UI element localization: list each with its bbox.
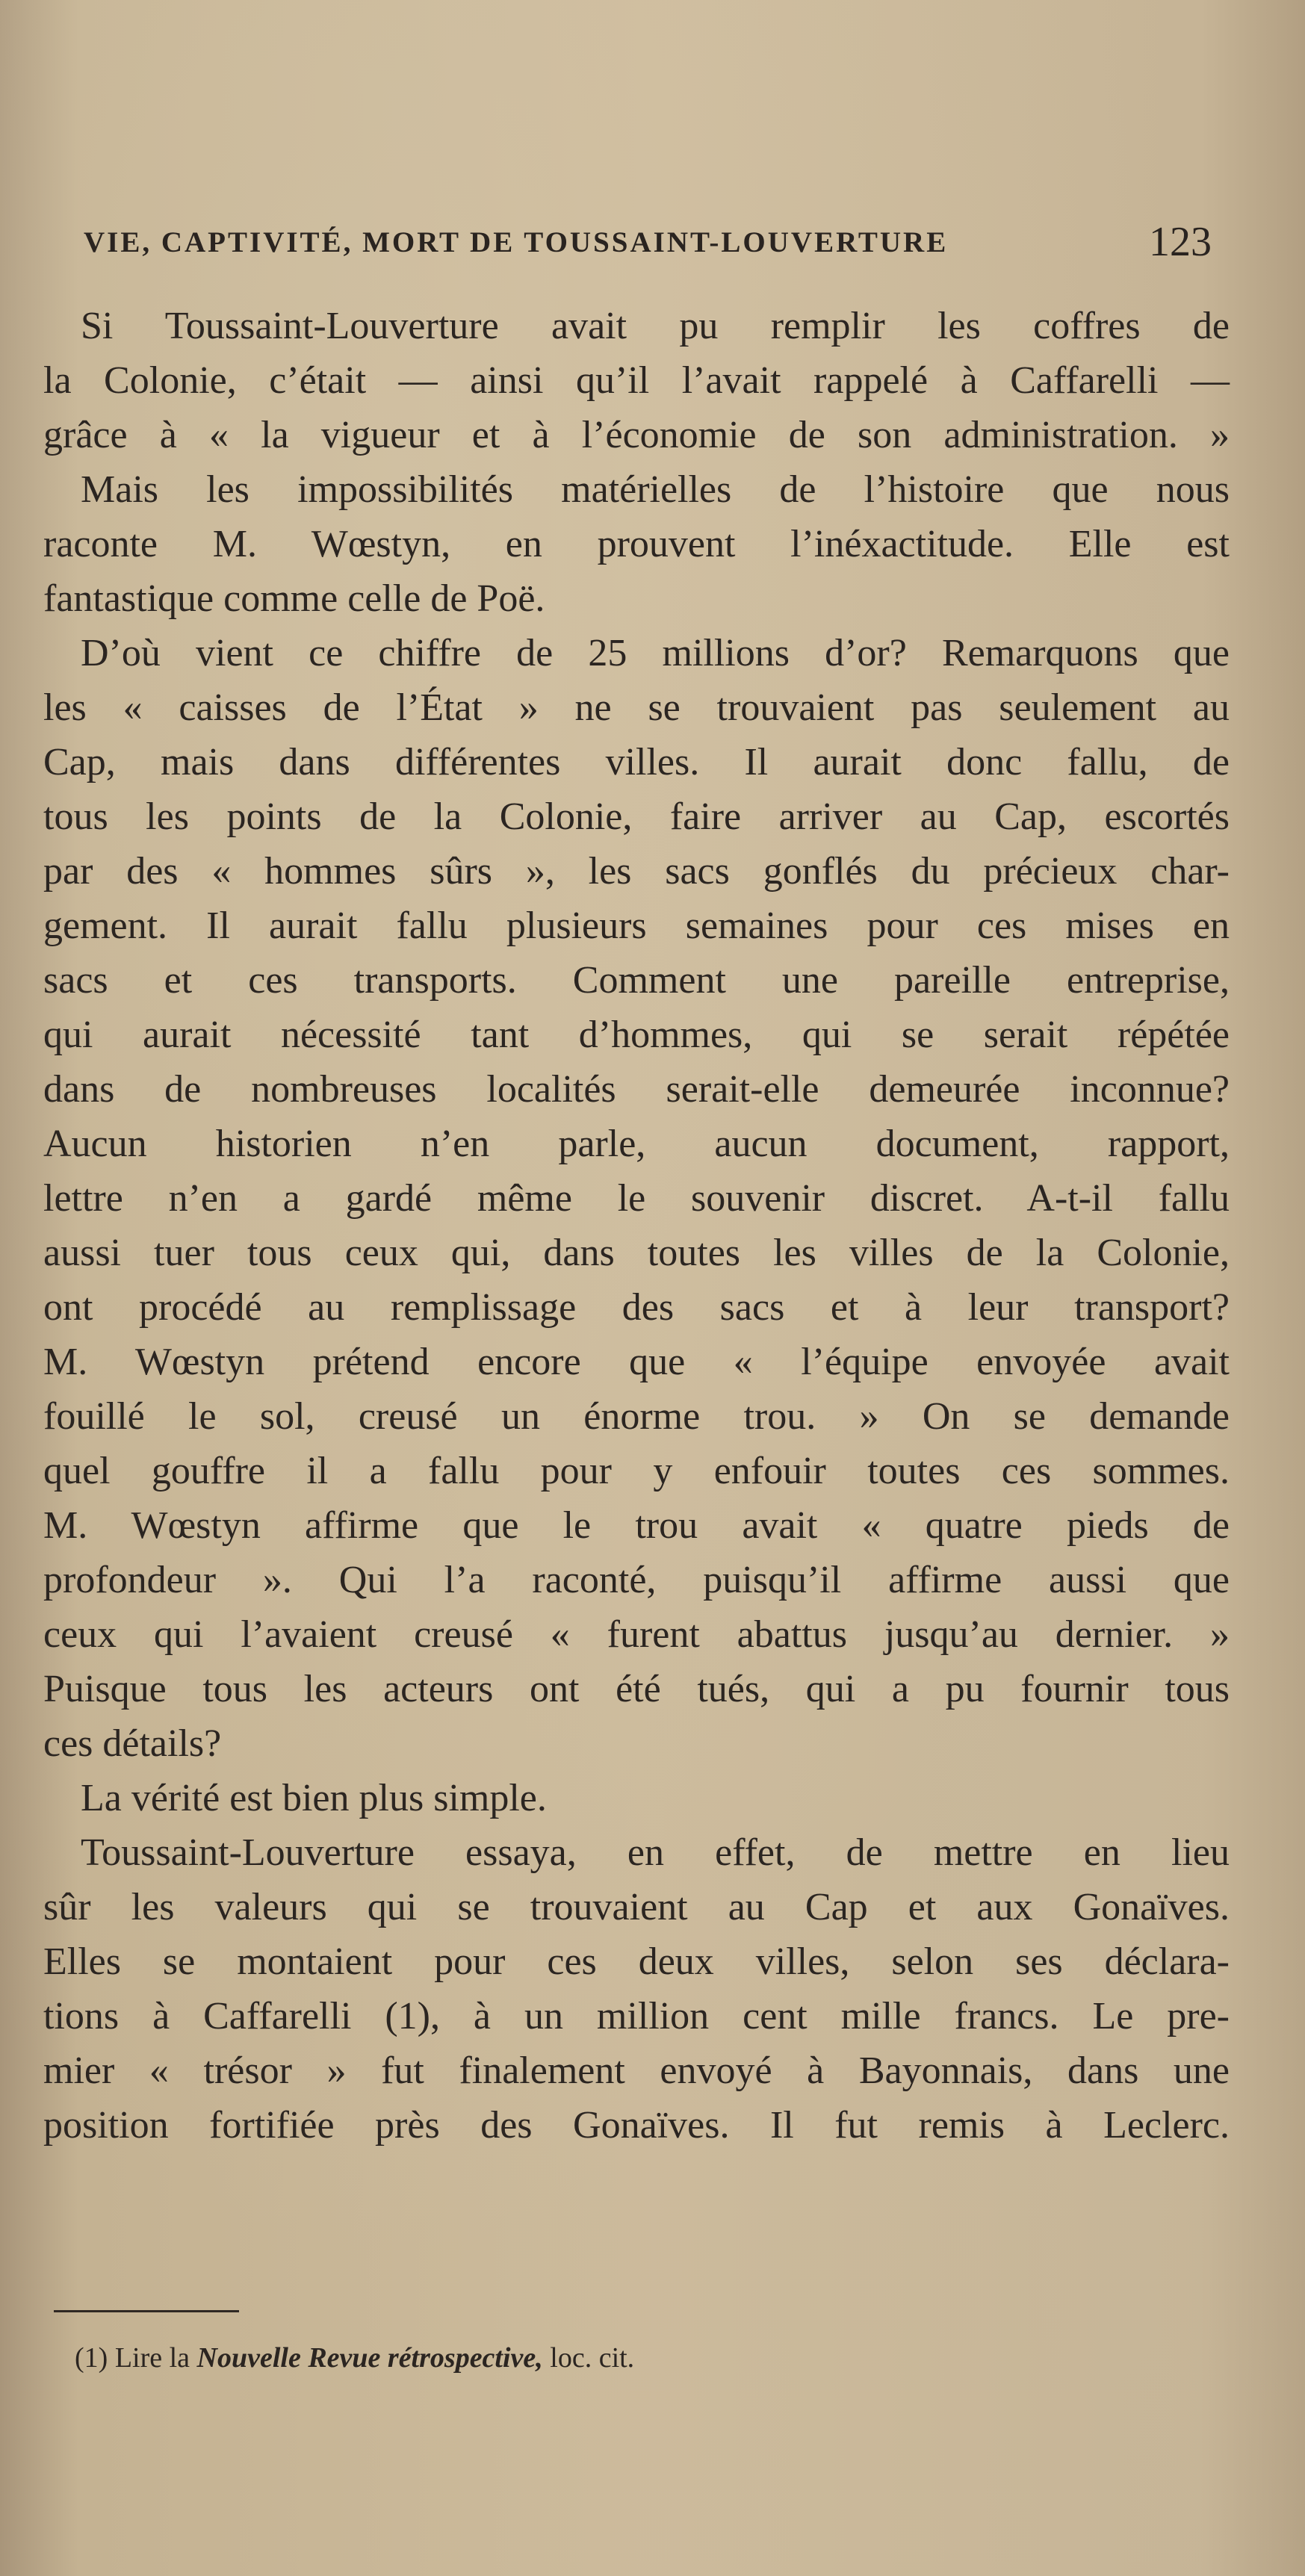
footnote-prefix: Lire la	[114, 2342, 190, 2374]
running-head: VIE, CAPTIVITÉ, MORT DE TOUSSAINT-LOUVERTURE	[84, 226, 949, 258]
text-line: profondeur ». Qui l’a raconté, puisqu’il affirme aussi que	[43, 1559, 1230, 1601]
text-line: position fortifiée près des Gonaïves. Il fut remis à Leclerc.	[43, 2104, 1230, 2147]
page-header	[84, 218, 1212, 270]
text-line: dans de nombreuses localités serait-elle demeurée inconnue?	[43, 1068, 1230, 1111]
text-line: aussi tuer tous ceux qui, dans toutes les villes de la Colonie,	[43, 1232, 1230, 1274]
page-number: 123	[1149, 219, 1212, 265]
text-line: Aucun historien n’en parle, aucun document, rapport,	[43, 1123, 1230, 1165]
footnote-marker: (1)	[75, 2342, 108, 2374]
text-line: qui aurait nécessité tant d’hommes, qui se serait répétée	[43, 1014, 1230, 1056]
text-line: les « caisses de l’État » ne se trouvaient pas seulement au	[43, 686, 1230, 729]
text-line: ces détails?	[43, 1722, 222, 1765]
text-line: Si Toussaint-Louverture avait pu remplir les coffres de	[81, 305, 1230, 347]
text-line: Cap, mais dans différentes villes. Il aurait donc fallu, de	[43, 741, 1230, 783]
text-line: tions à Caffarelli (1), à un million cent mille francs. Le pre-	[43, 1995, 1230, 2037]
text-line: Toussaint-Louverture essaya, en effet, de mettre en lieu	[81, 1831, 1230, 1874]
text-line: raconte M. Wœstyn, en prouvent l’inéxactitude. Elle est	[43, 523, 1230, 565]
text-line: sûr les valeurs qui se trouvaient au Cap et aux Gonaïves.	[43, 1886, 1230, 1928]
text-line: M. Wœstyn prétend encore que « l’équipe envoyée avait	[43, 1341, 1230, 1383]
text-line: Elles se montaient pour ces deux villes, selon ses déclara-	[43, 1940, 1230, 1983]
text-line: par des « hommes sûrs », les sacs gonflés du précieux char-	[43, 850, 1230, 893]
text-line: mier « trésor » fut finalement envoyé à Bayonnais, dans une	[43, 2049, 1230, 2092]
footnote-rule	[54, 2310, 239, 2312]
text-line: La vérité est bien plus simple.	[81, 1777, 547, 1819]
footnote	[75, 2341, 634, 2374]
footnote-suffix: loc. cit.	[550, 2342, 635, 2374]
text-line: tous les points de la Colonie, faire arriver au Cap, escortés	[43, 795, 1230, 838]
text-line: fouillé le sol, creusé un énorme trou. » On se demande	[43, 1395, 1230, 1438]
text-line: grâce à « la vigueur et à l’économie de son administration. »	[43, 414, 1230, 456]
text-line: Puisque tous les acteurs ont été tués, qui a pu fournir tous	[43, 1668, 1230, 1710]
text-line: gement. Il aurait fallu plusieurs semaines pour ces mises en	[43, 904, 1230, 947]
text-line: D’où vient ce chiffre de 25 millions d’or? Remarquons que	[81, 632, 1230, 674]
text-line: fantastique comme celle de Poë.	[43, 577, 545, 620]
text-line: ont procédé au remplissage des sacs et à leur transport?	[43, 1286, 1230, 1329]
text-line: Mais les impossibilités matérielles de l’histoire que nous	[81, 468, 1230, 511]
body-text	[43, 299, 1230, 2153]
text-line: sacs et ces transports. Comment une pareille entreprise,	[43, 959, 1230, 1002]
text-line: quel gouffre il a fallu pour y enfouir toutes ces sommes.	[43, 1450, 1230, 1492]
text-line: ceux qui l’avaient creusé « furent abattus jusqu’au dernier. »	[43, 1613, 1230, 1656]
text-line: M. Wœstyn affirme que le trou avait « quatre pieds de	[43, 1504, 1230, 1547]
text-line: lettre n’en a gardé même le souvenir discret. A-t-il fallu	[43, 1177, 1230, 1220]
text-line: la Colonie, c’était — ainsi qu’il l’avait rappelé à Caffarelli —	[43, 359, 1230, 402]
footnote-source-title: Nouvelle Revue rétrospective,	[196, 2342, 543, 2374]
